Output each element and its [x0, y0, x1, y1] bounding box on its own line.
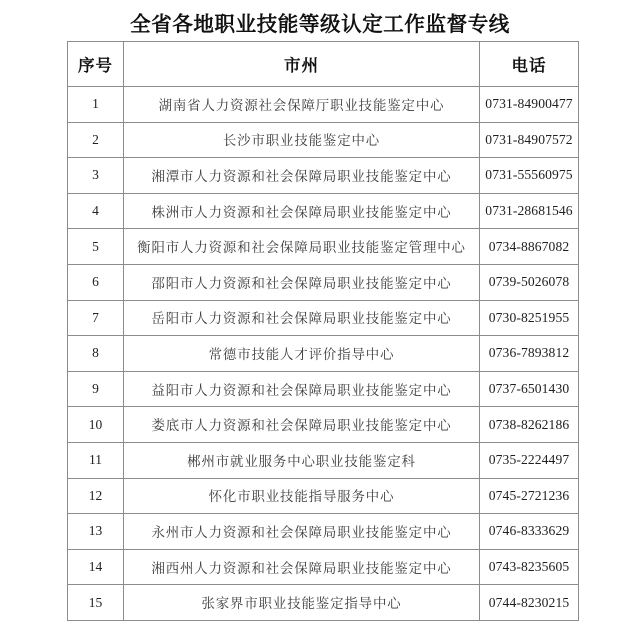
table-row [68, 122, 579, 158]
table-row [68, 585, 579, 621]
table-row [68, 371, 579, 407]
cell-phone: 0743-8235605 [480, 549, 579, 585]
cell-phone: 0735-2224497 [480, 442, 579, 478]
cell-city: 益阳市人力资源和社会保障局职业技能鉴定中心 [124, 371, 480, 407]
cell-seq: 3 [68, 158, 124, 194]
cell-city: 永州市人力资源和社会保障局职业技能鉴定中心 [124, 514, 480, 550]
cell-phone: 0731-84907572 [480, 122, 579, 158]
cell-city: 湘西州人力资源和社会保障局职业技能鉴定中心 [124, 549, 480, 585]
cell-city: 长沙市职业技能鉴定中心 [124, 122, 480, 158]
cell-phone: 0745-2721236 [480, 478, 579, 514]
table-row [68, 478, 579, 514]
cell-seq: 7 [68, 300, 124, 336]
cell-city: 湖南省人力资源社会保障厅职业技能鉴定中心 [124, 87, 480, 123]
cell-phone: 0730-8251955 [480, 300, 579, 336]
cell-seq: 4 [68, 193, 124, 229]
cell-phone: 0739-5026078 [480, 264, 579, 300]
table-row [68, 514, 579, 550]
table-row [68, 300, 579, 336]
cell-seq: 5 [68, 229, 124, 265]
table-row [68, 549, 579, 585]
cell-city: 株洲市人力资源和社会保障局职业技能鉴定中心 [124, 193, 480, 229]
table-row [68, 336, 579, 372]
cell-seq: 15 [68, 585, 124, 621]
table-row [68, 87, 579, 123]
cell-phone: 0731-55560975 [480, 158, 579, 194]
cell-seq: 11 [68, 442, 124, 478]
cell-city: 郴州市就业服务中心职业技能鉴定科 [124, 442, 480, 478]
column-header-seq: 序号 [68, 42, 124, 87]
cell-seq: 6 [68, 264, 124, 300]
cell-phone: 0734-8867082 [480, 229, 579, 265]
cell-seq: 2 [68, 122, 124, 158]
table-row [68, 264, 579, 300]
cell-city: 常德市技能人才评价指导中心 [124, 336, 480, 372]
cell-phone: 0738-8262186 [480, 407, 579, 443]
cell-city: 岳阳市人力资源和社会保障局职业技能鉴定中心 [124, 300, 480, 336]
cell-city: 邵阳市人力资源和社会保障局职业技能鉴定中心 [124, 264, 480, 300]
column-header-city: 市州 [124, 42, 480, 87]
column-header-tel: 电话 [480, 42, 579, 87]
table-header-row [68, 42, 579, 87]
page-title: 全省各地职业技能等级认定工作监督专线 [130, 12, 510, 36]
cell-seq: 12 [68, 478, 124, 514]
cell-seq: 13 [68, 514, 124, 550]
cell-city: 湘潭市人力资源和社会保障局职业技能鉴定中心 [124, 158, 480, 194]
cell-seq: 14 [68, 549, 124, 585]
table-row [68, 407, 579, 443]
cell-seq: 9 [68, 371, 124, 407]
table-row [68, 193, 579, 229]
cell-seq: 8 [68, 336, 124, 372]
cell-city: 娄底市人力资源和社会保障局职业技能鉴定中心 [124, 407, 480, 443]
cell-seq: 1 [68, 87, 124, 123]
table-row [68, 158, 579, 194]
cell-phone: 0731-84900477 [480, 87, 579, 123]
cell-phone: 0731-28681546 [480, 193, 579, 229]
table-body [68, 87, 579, 621]
phone-directory-table-container [67, 41, 578, 621]
cell-phone: 0744-8230215 [480, 585, 579, 621]
table-header [68, 42, 579, 87]
phone-directory-table [67, 41, 579, 621]
cell-phone: 0736-7893812 [480, 336, 579, 372]
cell-phone: 0737-6501430 [480, 371, 579, 407]
cell-city: 衡阳市人力资源和社会保障局职业技能鉴定管理中心 [124, 229, 480, 265]
cell-city: 怀化市职业技能指导服务中心 [124, 478, 480, 514]
cell-phone: 0746-8333629 [480, 514, 579, 550]
cell-seq: 10 [68, 407, 124, 443]
cell-city: 张家界市职业技能鉴定指导中心 [124, 585, 480, 621]
table-row [68, 442, 579, 478]
table-row [68, 229, 579, 265]
